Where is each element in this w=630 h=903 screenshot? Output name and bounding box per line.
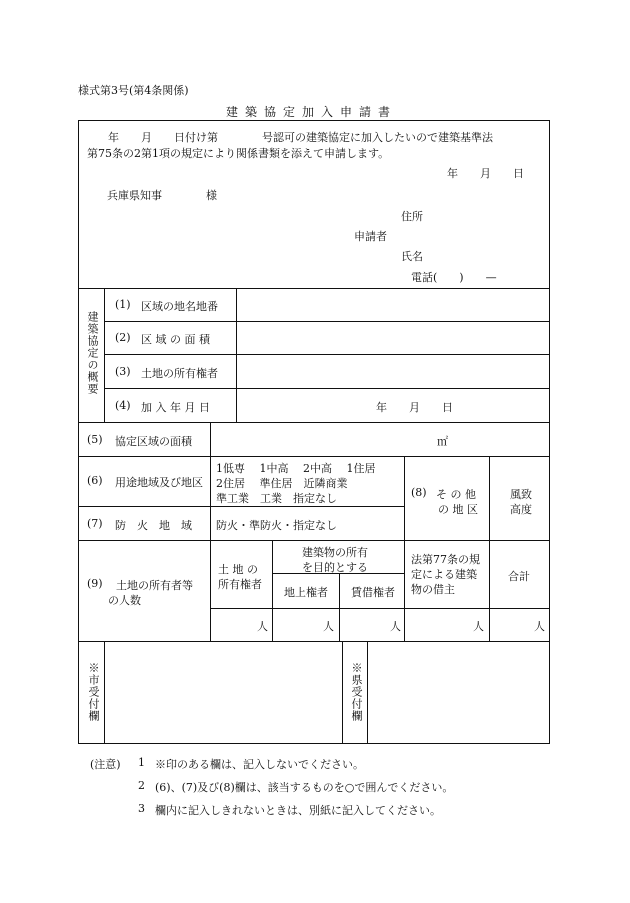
col-total-header: 合計 — [508, 570, 530, 583]
section5-num: (5) — [87, 433, 103, 446]
col-art77-header: 物の借主 — [411, 583, 455, 596]
owner-count-label: の人数 — [108, 594, 141, 607]
zoning-option[interactable]: 2住居 準住居 近隣商業 — [216, 477, 348, 490]
form-number-label: 様式第3号(第4条関係) — [78, 84, 189, 97]
col-land-owner-header: 所有権者 — [218, 578, 262, 591]
divider — [79, 422, 550, 423]
summary-row-num: (2) — [115, 331, 131, 344]
height-district-option[interactable]: 高度 — [510, 503, 532, 516]
note-text: (6)、(7)及び(8)欄は、該当するものを○で囲んでください。 — [155, 781, 454, 794]
divider — [339, 573, 340, 641]
area-size-label: 区 域 の 面 積 — [141, 333, 210, 346]
section6-num: (6) — [87, 474, 103, 487]
count-unit: 人 — [534, 620, 545, 633]
address-label: 住所 — [401, 210, 423, 223]
note-number: 1 — [138, 756, 145, 769]
divider — [404, 456, 405, 641]
divider — [104, 388, 550, 389]
application-date[interactable]: 年 月 日 — [447, 167, 524, 180]
count-unit: 人 — [473, 620, 484, 633]
land-owner-label: 土地の所有権者 — [141, 367, 218, 380]
area-unit: ㎡ — [437, 435, 448, 448]
owner-count-label: 土地の所有者等 — [116, 579, 193, 592]
col-building-purpose-header: を目的とする — [302, 561, 368, 574]
divider — [79, 456, 550, 457]
other-district-label: の 地 区 — [438, 503, 478, 516]
addressee: 兵庫県知事 様 — [107, 189, 217, 202]
divider — [210, 422, 211, 641]
prefecture-reception-label: ※県受付欄 — [350, 662, 363, 722]
divider — [104, 321, 550, 322]
count-unit: 人 — [257, 620, 268, 633]
divider — [79, 540, 550, 541]
section7-num: (7) — [87, 517, 103, 530]
name-label: 氏名 — [401, 250, 423, 263]
divider — [367, 641, 368, 744]
divider — [79, 641, 550, 642]
scenic-district-option[interactable]: 風致 — [510, 488, 532, 501]
note-number: 3 — [138, 802, 145, 815]
area-location-label: 区域の地名地番 — [141, 300, 218, 313]
application-form-table — [78, 120, 550, 744]
divider — [272, 540, 273, 641]
col-art77-header: 法第77条の規 — [411, 553, 480, 566]
summary-row-num: (4) — [115, 399, 131, 412]
col-lessee-header: 賃借権者 — [351, 586, 395, 599]
section9-num: (9) — [87, 577, 103, 590]
agreement-area-label: 協定区域の面積 — [115, 435, 192, 448]
col-art77-header: 定による建築 — [411, 568, 477, 581]
divider — [104, 288, 105, 422]
zoning-label: 用途地域及び地区 — [115, 476, 203, 489]
applicant-label: 申請者 — [354, 230, 387, 243]
divider — [236, 288, 237, 422]
divider — [79, 288, 550, 289]
divider — [104, 354, 550, 355]
notes-label: (注意) — [90, 758, 121, 771]
fire-zone-label: 防 火 地 域 — [115, 519, 192, 532]
join-date-value[interactable]: 年 月 日 — [376, 401, 453, 414]
col-building-purpose-header: 建築物の所有 — [302, 546, 368, 559]
divider — [79, 506, 404, 507]
application-statement-line2: 第75条の2第1項の規定により関係書類を添えて申請します。 — [87, 147, 390, 160]
join-date-label: 加 入 年 月 日 — [141, 401, 210, 414]
summary-row-num: (1) — [115, 298, 131, 311]
summary-row-num: (3) — [115, 365, 131, 378]
note-number: 2 — [138, 779, 145, 792]
col-land-owner-header: 土 地 の — [218, 563, 258, 576]
section8-num: (8) — [411, 486, 427, 499]
count-unit: 人 — [323, 620, 334, 633]
summary-group-label: 建築協定の概要 — [86, 311, 99, 395]
fire-zone-options[interactable]: 防火・準防火・指定なし — [216, 519, 337, 532]
note-text: ※印のある欄は、記入しないでください。 — [155, 758, 364, 771]
zoning-option[interactable]: 準工業 工業 指定なし — [216, 492, 337, 505]
divider — [342, 641, 343, 744]
count-unit: 人 — [390, 620, 401, 633]
other-district-label: そ の 他 — [436, 488, 476, 501]
divider — [489, 456, 490, 641]
phone-label: 電話( ) — — [411, 271, 497, 284]
col-superficies-header: 地上権者 — [284, 586, 328, 599]
note-text: 欄内に記入しきれないときは、別紙に記入してください。 — [155, 804, 441, 817]
form-title: 建築協定加入申請書 — [226, 105, 398, 119]
city-reception-label: ※市受付欄 — [87, 662, 100, 722]
divider — [210, 608, 550, 609]
zoning-option[interactable]: 1低専 1中高 2中高 1住居 — [216, 462, 376, 475]
divider — [104, 641, 105, 744]
application-statement-line1: 年 月 日付け第 号認可の建築協定に加入したいので建築基準法 — [97, 131, 493, 144]
